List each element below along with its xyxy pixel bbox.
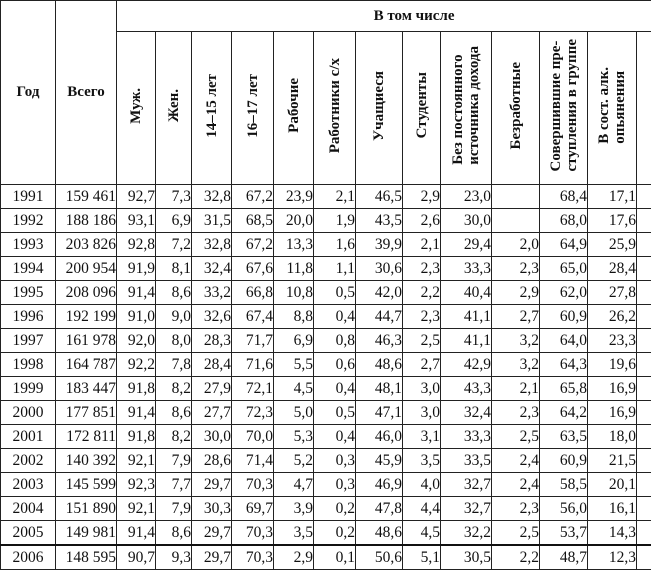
total-cell: 200 954 <box>56 257 117 281</box>
value-cell: 92,1 <box>117 449 156 473</box>
value-cell: 70,3 <box>232 473 274 497</box>
column-header-12 <box>588 32 637 185</box>
value-cell: 2,9 <box>492 281 540 305</box>
value-cell: 56,0 <box>540 497 588 521</box>
value-cell: 67,2 <box>232 185 274 209</box>
value-cell: 91,8 <box>117 377 156 401</box>
value-cell: 33,3 <box>441 425 492 449</box>
year-cell: 1992 <box>1 209 56 233</box>
value-cell: 13,3 <box>274 233 314 257</box>
value-cell: 40,4 <box>441 281 492 305</box>
value-cell: 30,0 <box>192 425 232 449</box>
value-cell: 92,3 <box>117 473 156 497</box>
value-cell: 8,2 <box>156 425 192 449</box>
value-cell: 46,3 <box>356 329 403 353</box>
value-cell: 5,5 <box>274 353 314 377</box>
total-cell: 188 186 <box>56 209 117 233</box>
column-header-6 <box>314 32 356 185</box>
value-cell: 4,5 <box>274 377 314 401</box>
value-cell: 26,2 <box>588 305 637 329</box>
value-cell: 43,3 <box>441 377 492 401</box>
value-cell: 2,3 <box>403 305 441 329</box>
table-body <box>1 185 651 570</box>
value-cell: 33,3 <box>441 257 492 281</box>
value-cell: 72,3 <box>232 401 274 425</box>
value-cell: 91,4 <box>117 521 156 546</box>
value-cell: 92,8 <box>117 233 156 257</box>
column-header-1 <box>117 32 156 185</box>
table-row <box>1 401 651 425</box>
column-header-label: 14–15 лет <box>203 73 220 138</box>
table-row <box>1 377 651 401</box>
column-header-2 <box>156 32 192 185</box>
value-cell <box>637 425 651 449</box>
value-cell: 91,0 <box>117 305 156 329</box>
table-row <box>1 185 651 209</box>
value-cell: 92,0 <box>117 329 156 353</box>
value-cell: 8,6 <box>156 401 192 425</box>
total-cell: 148 595 <box>56 545 117 570</box>
value-cell: 29,4 <box>441 233 492 257</box>
table-row <box>1 305 651 329</box>
value-cell: 4,5 <box>403 521 441 546</box>
value-cell: 32,7 <box>441 473 492 497</box>
value-cell <box>637 521 651 546</box>
value-cell: 50,6 <box>356 545 403 570</box>
value-cell: 8,8 <box>274 305 314 329</box>
value-cell: 93,1 <box>117 209 156 233</box>
value-cell: 2,5 <box>403 329 441 353</box>
value-cell: 5,0 <box>274 401 314 425</box>
year-cell: 1999 <box>1 377 56 401</box>
total-cell: 164 787 <box>56 353 117 377</box>
value-cell: 19,6 <box>588 353 637 377</box>
column-header-13 <box>637 32 651 185</box>
year-cell: 1998 <box>1 353 56 377</box>
value-cell: 11,8 <box>274 257 314 281</box>
table-row <box>1 521 651 546</box>
value-cell: 0,4 <box>314 377 356 401</box>
value-cell: 68,4 <box>540 185 588 209</box>
value-cell: 0,5 <box>314 281 356 305</box>
value-cell: 68,0 <box>540 209 588 233</box>
value-cell: 2,1 <box>492 377 540 401</box>
year-cell: 2001 <box>1 425 56 449</box>
value-cell: 8,0 <box>156 329 192 353</box>
value-cell: 23,9 <box>274 185 314 209</box>
table-row <box>1 209 651 233</box>
value-cell: 18,0 <box>588 425 637 449</box>
value-cell: 30,6 <box>356 257 403 281</box>
year-cell: 2006 <box>1 545 56 570</box>
value-cell: 92,2 <box>117 353 156 377</box>
value-cell <box>637 281 651 305</box>
value-cell: 58,5 <box>540 473 588 497</box>
table-row <box>1 257 651 281</box>
value-cell: 39,9 <box>356 233 403 257</box>
value-cell: 67,2 <box>232 233 274 257</box>
total-cell: 203 826 <box>56 233 117 257</box>
year-cell: 2002 <box>1 449 56 473</box>
value-cell: 0,4 <box>314 305 356 329</box>
value-cell: 32,8 <box>192 233 232 257</box>
value-cell: 2,3 <box>403 257 441 281</box>
value-cell <box>637 353 651 377</box>
value-cell: 70,3 <box>232 521 274 546</box>
value-cell: 1,1 <box>314 257 356 281</box>
total-cell: 145 599 <box>56 473 117 497</box>
value-cell: 48,7 <box>540 545 588 570</box>
value-cell <box>637 257 651 281</box>
value-cell: 1,9 <box>314 209 356 233</box>
value-cell: 25,9 <box>588 233 637 257</box>
value-cell: 70,0 <box>232 425 274 449</box>
value-cell: 28,3 <box>192 329 232 353</box>
value-cell: 0,3 <box>314 473 356 497</box>
value-cell: 5,2 <box>274 449 314 473</box>
column-header-label: Без постоянного источника дохода <box>450 46 482 165</box>
value-cell <box>637 473 651 497</box>
column-header-label: Безработные <box>507 61 524 150</box>
value-cell <box>637 233 651 257</box>
value-cell: 46,9 <box>356 473 403 497</box>
value-cell: 6,9 <box>274 329 314 353</box>
value-cell: 92,7 <box>117 185 156 209</box>
value-cell: 20,1 <box>588 473 637 497</box>
value-cell: 29,7 <box>192 521 232 546</box>
value-cell: 29,7 <box>192 545 232 570</box>
value-cell: 3,0 <box>403 401 441 425</box>
total-cell: 172 811 <box>56 425 117 449</box>
total-cell: 140 392 <box>56 449 117 473</box>
value-cell: 27,8 <box>588 281 637 305</box>
value-cell: 60,9 <box>540 449 588 473</box>
value-cell: 0,4 <box>314 425 356 449</box>
value-cell: 3,2 <box>492 329 540 353</box>
value-cell: 32,4 <box>192 257 232 281</box>
value-cell <box>637 545 651 570</box>
total-header: Всего <box>56 1 117 185</box>
column-header-label: 16–17 лет <box>244 73 261 138</box>
value-cell: 4,0 <box>403 473 441 497</box>
year-cell: 1996 <box>1 305 56 329</box>
year-cell: 2004 <box>1 497 56 521</box>
value-cell: 32,8 <box>192 185 232 209</box>
value-cell: 63,5 <box>540 425 588 449</box>
value-cell: 91,8 <box>117 425 156 449</box>
value-cell: 67,4 <box>232 305 274 329</box>
value-cell: 2,4 <box>492 449 540 473</box>
value-cell: 0,3 <box>314 449 356 473</box>
value-cell: 8,1 <box>156 257 192 281</box>
value-cell: 7,9 <box>156 497 192 521</box>
value-cell: 0,2 <box>314 521 356 546</box>
value-cell: 28,4 <box>192 353 232 377</box>
total-cell: 159 461 <box>56 185 117 209</box>
column-header-label: В сост. алк. опьянения <box>596 67 628 144</box>
year-cell: 1997 <box>1 329 56 353</box>
value-cell: 3,9 <box>274 497 314 521</box>
value-cell: 43,5 <box>356 209 403 233</box>
year-cell: 1993 <box>1 233 56 257</box>
value-cell <box>637 497 651 521</box>
value-cell: 2,7 <box>403 353 441 377</box>
value-cell: 32,4 <box>441 401 492 425</box>
value-cell: 69,7 <box>232 497 274 521</box>
column-header-label: Совершившие пре- ступления в группе <box>547 39 580 172</box>
value-cell: 65,0 <box>540 257 588 281</box>
value-cell: 48,6 <box>356 353 403 377</box>
value-cell: 10,8 <box>274 281 314 305</box>
value-cell: 2,5 <box>492 425 540 449</box>
value-cell: 4,7 <box>274 473 314 497</box>
total-cell: 149 981 <box>56 521 117 546</box>
value-cell: 7,9 <box>156 449 192 473</box>
value-cell: 16,1 <box>588 497 637 521</box>
value-cell: 32,6 <box>192 305 232 329</box>
column-header-8 <box>403 32 441 185</box>
value-cell: 3,5 <box>403 449 441 473</box>
value-cell: 23,0 <box>441 185 492 209</box>
value-cell: 4,4 <box>403 497 441 521</box>
table-row <box>1 329 651 353</box>
value-cell: 27,9 <box>192 377 232 401</box>
value-cell: 5,1 <box>403 545 441 570</box>
column-header-label: Учащиеся <box>371 70 387 141</box>
value-cell: 17,6 <box>588 209 637 233</box>
value-cell: 3,1 <box>403 425 441 449</box>
value-cell: 90,7 <box>117 545 156 570</box>
column-header-5 <box>274 32 314 185</box>
value-cell: 3,0 <box>403 377 441 401</box>
value-cell: 68,5 <box>232 209 274 233</box>
value-cell <box>492 185 540 209</box>
value-cell: 33,5 <box>441 449 492 473</box>
value-cell: 3,2 <box>492 353 540 377</box>
value-cell <box>637 185 651 209</box>
value-cell: 41,1 <box>441 329 492 353</box>
value-cell: 62,0 <box>540 281 588 305</box>
value-cell: 2,2 <box>403 281 441 305</box>
value-cell: 3,5 <box>274 521 314 546</box>
table-header <box>1 1 651 185</box>
table-row <box>1 425 651 449</box>
value-cell: 32,2 <box>441 521 492 546</box>
value-cell: 41,1 <box>441 305 492 329</box>
value-cell: 6,9 <box>156 209 192 233</box>
table-row <box>1 281 651 305</box>
value-cell: 16,9 <box>588 401 637 425</box>
value-cell: 53,7 <box>540 521 588 546</box>
value-cell: 2,0 <box>492 233 540 257</box>
value-cell: 71,7 <box>232 329 274 353</box>
table-row <box>1 233 651 257</box>
value-cell: 2,1 <box>314 185 356 209</box>
value-cell: 14,3 <box>588 521 637 546</box>
value-cell: 12,3 <box>588 545 637 570</box>
column-header-label: Работники с/х <box>326 57 343 154</box>
value-cell: 44,7 <box>356 305 403 329</box>
value-cell: 32,7 <box>441 497 492 521</box>
value-cell: 42,9 <box>441 353 492 377</box>
value-cell: 0,1 <box>314 545 356 570</box>
value-cell: 28,6 <box>192 449 232 473</box>
value-cell: 29,7 <box>192 473 232 497</box>
total-cell: 183 447 <box>56 377 117 401</box>
year-cell: 1994 <box>1 257 56 281</box>
value-cell: 64,0 <box>540 329 588 353</box>
value-cell: 65,8 <box>540 377 588 401</box>
value-cell <box>637 329 651 353</box>
value-cell: 45,9 <box>356 449 403 473</box>
value-cell: 31,5 <box>192 209 232 233</box>
value-cell <box>637 209 651 233</box>
value-cell: 9,3 <box>156 545 192 570</box>
column-header-label: Рабочие <box>285 78 302 133</box>
column-header-label: Жен. <box>165 88 182 123</box>
value-cell: 30,5 <box>441 545 492 570</box>
year-cell: 2000 <box>1 401 56 425</box>
value-cell: 28,4 <box>588 257 637 281</box>
value-cell <box>492 209 540 233</box>
column-header-label: Муж. <box>128 87 144 124</box>
value-cell: 48,6 <box>356 521 403 546</box>
total-cell: 208 096 <box>56 281 117 305</box>
value-cell: 27,7 <box>192 401 232 425</box>
value-cell <box>637 401 651 425</box>
value-cell: 8,6 <box>156 521 192 546</box>
value-cell: 8,6 <box>156 281 192 305</box>
value-cell: 21,5 <box>588 449 637 473</box>
value-cell: 72,1 <box>232 377 274 401</box>
value-cell: 9,0 <box>156 305 192 329</box>
value-cell: 1,6 <box>314 233 356 257</box>
value-cell: 66,8 <box>232 281 274 305</box>
column-header-7 <box>356 32 403 185</box>
table-row <box>1 473 651 497</box>
value-cell: 91,4 <box>117 401 156 425</box>
value-cell <box>637 377 651 401</box>
value-cell <box>637 305 651 329</box>
value-cell: 0,5 <box>314 401 356 425</box>
value-cell: 0,2 <box>314 497 356 521</box>
value-cell: 60,9 <box>540 305 588 329</box>
table-row <box>1 449 651 473</box>
value-cell: 91,4 <box>117 281 156 305</box>
value-cell: 2,5 <box>492 521 540 546</box>
group-header: В том числе <box>117 1 651 32</box>
column-header-11 <box>540 32 588 185</box>
value-cell: 7,7 <box>156 473 192 497</box>
value-cell: 7,2 <box>156 233 192 257</box>
total-cell: 151 890 <box>56 497 117 521</box>
year-cell: 2003 <box>1 473 56 497</box>
value-cell <box>637 449 651 473</box>
column-header-10 <box>492 32 540 185</box>
value-cell: 2,4 <box>492 473 540 497</box>
column-header-label: Студенты <box>413 72 430 139</box>
year-cell: 1995 <box>1 281 56 305</box>
value-cell: 2,3 <box>492 497 540 521</box>
value-cell: 91,9 <box>117 257 156 281</box>
value-cell: 46,5 <box>356 185 403 209</box>
value-cell: 92,1 <box>117 497 156 521</box>
value-cell: 2,7 <box>492 305 540 329</box>
value-cell: 2,9 <box>403 185 441 209</box>
value-cell: 64,2 <box>540 401 588 425</box>
column-header-3 <box>192 32 232 185</box>
value-cell: 47,1 <box>356 401 403 425</box>
value-cell: 2,9 <box>274 545 314 570</box>
table-row <box>1 545 651 570</box>
year-cell: 2005 <box>1 521 56 546</box>
value-cell: 0,8 <box>314 329 356 353</box>
year-header: Год <box>1 1 56 185</box>
value-cell: 71,6 <box>232 353 274 377</box>
value-cell: 2,3 <box>492 401 540 425</box>
value-cell: 16,9 <box>588 377 637 401</box>
value-cell: 0,6 <box>314 353 356 377</box>
value-cell: 30,0 <box>441 209 492 233</box>
value-cell: 47,8 <box>356 497 403 521</box>
value-cell: 2,2 <box>492 545 540 570</box>
value-cell: 2,3 <box>492 257 540 281</box>
column-header-9 <box>441 32 492 185</box>
value-cell: 67,6 <box>232 257 274 281</box>
value-cell: 7,3 <box>156 185 192 209</box>
total-cell: 192 199 <box>56 305 117 329</box>
value-cell: 64,9 <box>540 233 588 257</box>
value-cell: 17,1 <box>588 185 637 209</box>
value-cell: 2,1 <box>403 233 441 257</box>
year-cell: 1991 <box>1 185 56 209</box>
value-cell: 64,3 <box>540 353 588 377</box>
value-cell: 71,4 <box>232 449 274 473</box>
table-row <box>1 353 651 377</box>
value-cell: 20,0 <box>274 209 314 233</box>
value-cell: 42,0 <box>356 281 403 305</box>
value-cell: 46,0 <box>356 425 403 449</box>
column-header-4 <box>232 32 274 185</box>
value-cell: 2,6 <box>403 209 441 233</box>
value-cell: 7,8 <box>156 353 192 377</box>
value-cell: 5,3 <box>274 425 314 449</box>
total-cell: 177 851 <box>56 401 117 425</box>
value-cell: 48,1 <box>356 377 403 401</box>
total-cell: 161 978 <box>56 329 117 353</box>
value-cell: 23,3 <box>588 329 637 353</box>
table-row <box>1 497 651 521</box>
value-cell: 30,3 <box>192 497 232 521</box>
value-cell: 70,3 <box>232 545 274 570</box>
value-cell: 33,2 <box>192 281 232 305</box>
value-cell: 8,2 <box>156 377 192 401</box>
